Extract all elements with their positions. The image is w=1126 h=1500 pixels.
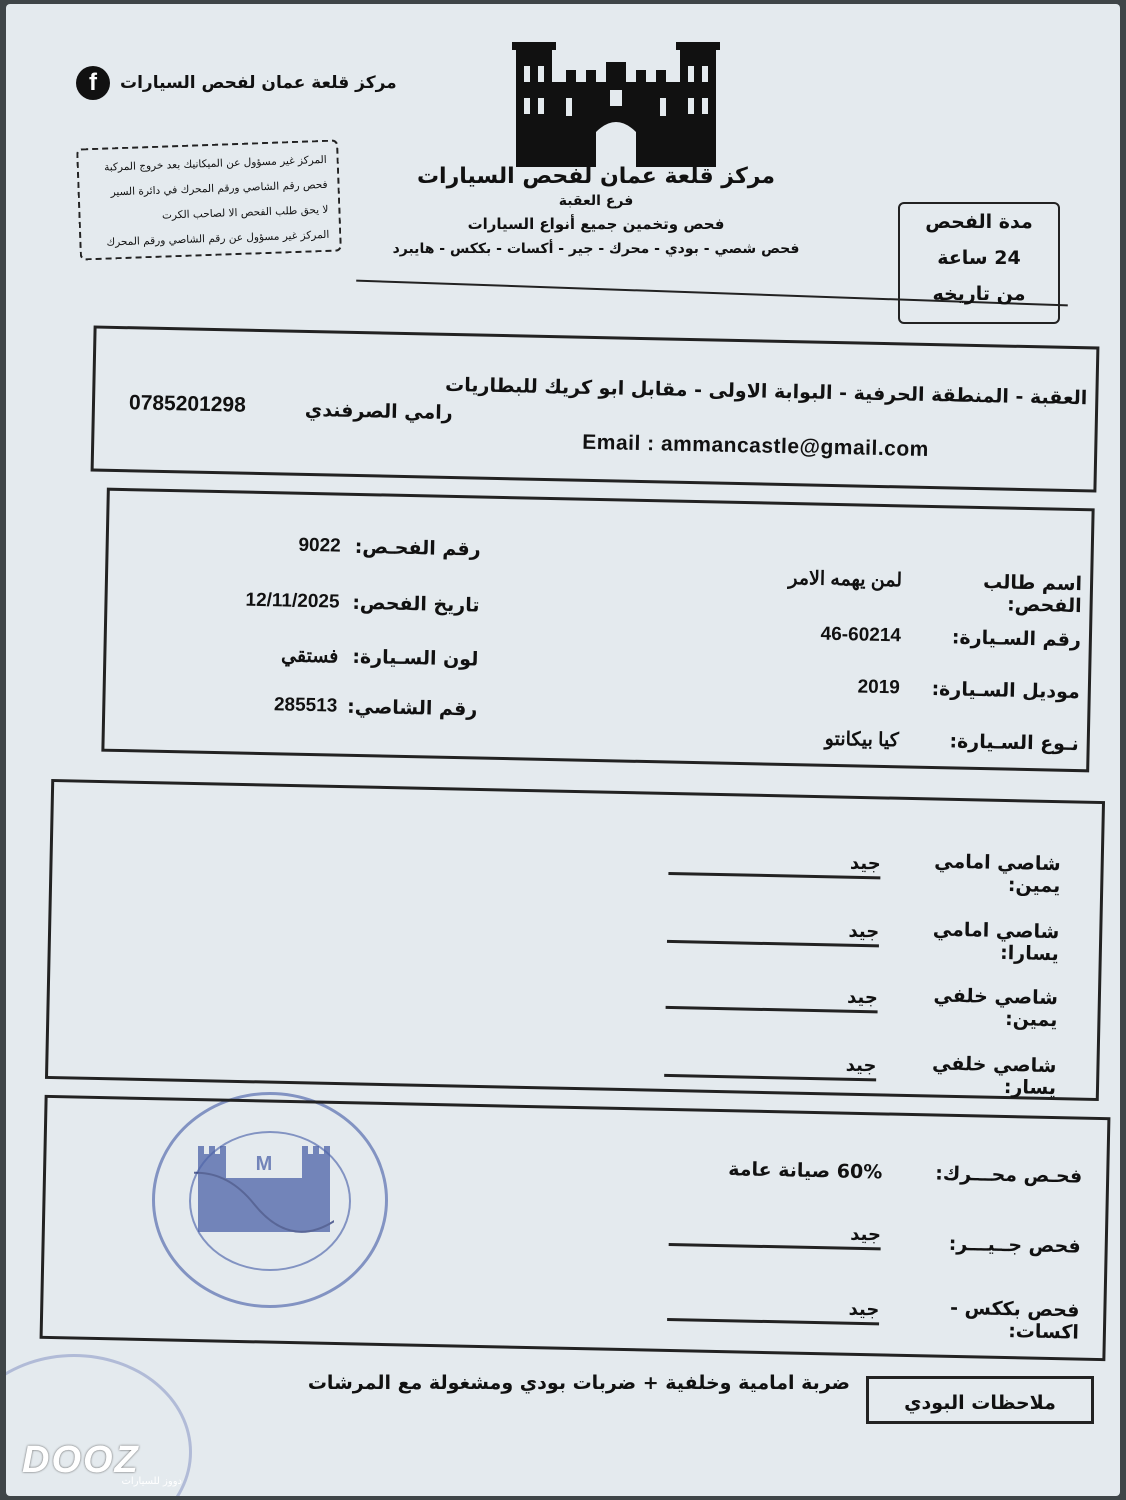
disclaimer-box [76,139,342,260]
plate-label: رقم السـيارة: [951,626,1082,652]
chassis-number-value: 285513 [273,694,338,717]
checks-line: فحص شصي - بودي - محرك - جير - أكسات - بككس - هايبرد [392,241,800,257]
color-value: فستقي [280,645,339,668]
facebook-page-label: مركز قلعة عمان لفحص السيارات [120,73,397,93]
disclaimer-line: المركز غير مسؤول عن رقم الشاصي ورقم المحرك [106,228,330,249]
phone-number: 0785201298 [128,391,247,417]
chassis-check-label: شاصي امامي يسارا: [932,918,1060,966]
requester-value: لمن يهمه الامر [788,567,903,592]
center-name: مركز قلعة عمان لفحص السيارات [416,164,776,189]
exam-number-row [298,535,481,561]
inspection-period-box [898,202,1060,324]
chassis-check-value: جيد [666,993,878,1012]
chassis-check-value: جيد [668,859,880,878]
model-label: موديل السـيارة: [931,678,1081,704]
plate-row [820,624,1081,651]
exam-number-value: 9022 [298,534,341,557]
exam-date-value: 12/11/2025 [245,589,340,613]
chassis-check-row [665,979,1058,1031]
axles-check-value: جيد [667,1305,879,1324]
engine-check-value: 60% صيانة عامة [728,1158,883,1184]
address-box [91,325,1100,492]
body-notes-label: ملاحظات البودي [866,1376,1094,1424]
chassis-check-value: جيد [667,927,879,946]
vehicle-info-box [101,488,1094,773]
dooz-subtitle: دووز للسيارات [121,1476,182,1487]
owner-name: رامي الصرفندي [304,398,453,425]
chassis-check-row [664,1047,1057,1099]
svg-text:M: M [255,1153,273,1175]
gear-check-row [669,1223,1081,1258]
engine-check-box [40,1095,1111,1361]
requester-row [788,567,1083,617]
type-row [825,728,1079,756]
chassis-check-label: شاصي خلفي يسار: [931,1052,1057,1100]
model-value: 2019 [857,676,901,699]
facebook-icon: f [76,66,110,100]
chassis-check-box [45,779,1105,1101]
requester-label: اسم طالب الفحص: [982,571,1083,618]
model-row [857,676,1080,703]
gear-check-value: جيد [669,1230,881,1249]
gear-check-label: فحص جــيـــر: [948,1232,1081,1258]
axles-check-row [667,1291,1080,1344]
castle-logo-icon [506,42,726,167]
chassis-check-value: جيد [664,1061,876,1080]
address-line: العقبة - المنطقة الحرفية - البوابة الاولى - مقابل ابو كريك للبطاريات [444,373,1088,410]
dooz-watermark [22,1440,182,1487]
dooz-logo: DOOZ [22,1439,140,1481]
disclaimer-line: لا يحق طلب الفحص الا لصاحب الكرت [161,203,329,222]
plate-value: 46-60214 [820,623,902,647]
chassis-check-label: شاصي امامي يمين: [934,850,1061,898]
facebook-line [76,66,397,100]
body-notes-text: ضربة امامية وخلفية + ضربات بودي ومشغولة مع المرشات [307,1372,850,1394]
exam-date-label: تاريخ الفحص: [352,591,480,617]
disclaimer-line: المركز غير مسؤول عن الميكانيك بعد خروج المركبة [103,153,327,174]
disclaimer-line: فحص رقم الشاصي ورقم المحرك في دائرة السير [110,178,328,199]
chassis-check-row [667,913,1060,965]
chassis-number-row [274,694,478,720]
period-title: مدة الفحص [925,211,1033,233]
chassis-number-label: رقم الشاصي: [346,695,478,721]
color-label: لون السـيارة: [352,645,479,671]
type-label: نـوع السـيارة: [949,730,1079,756]
axles-check-label: فحص بككس - اكسات: [949,1296,1080,1344]
exam-date-row [245,590,479,617]
period-hours: 24 ساعة [937,247,1021,269]
color-row [281,644,479,671]
center-header [386,164,806,257]
services-line: فحص وتخمين جميع أنواع السيارات [467,215,725,233]
chassis-check-row [668,845,1061,897]
engine-check-label: فحـص محـــرك: [935,1162,1083,1188]
chassis-check-label: شاصي خلفي يمين: [933,984,1059,1032]
exam-number-label: رقم الفحـص: [354,535,481,561]
period-from: من تاريخه [932,283,1026,305]
branch-name: فرع العقبة [558,193,634,209]
type-value: كيا بيكانتو [824,728,899,752]
email-address: Email : ammancastle@gmail.com [582,430,930,461]
inspection-report-sheet [6,4,1120,1496]
engine-check-row [728,1158,1082,1187]
